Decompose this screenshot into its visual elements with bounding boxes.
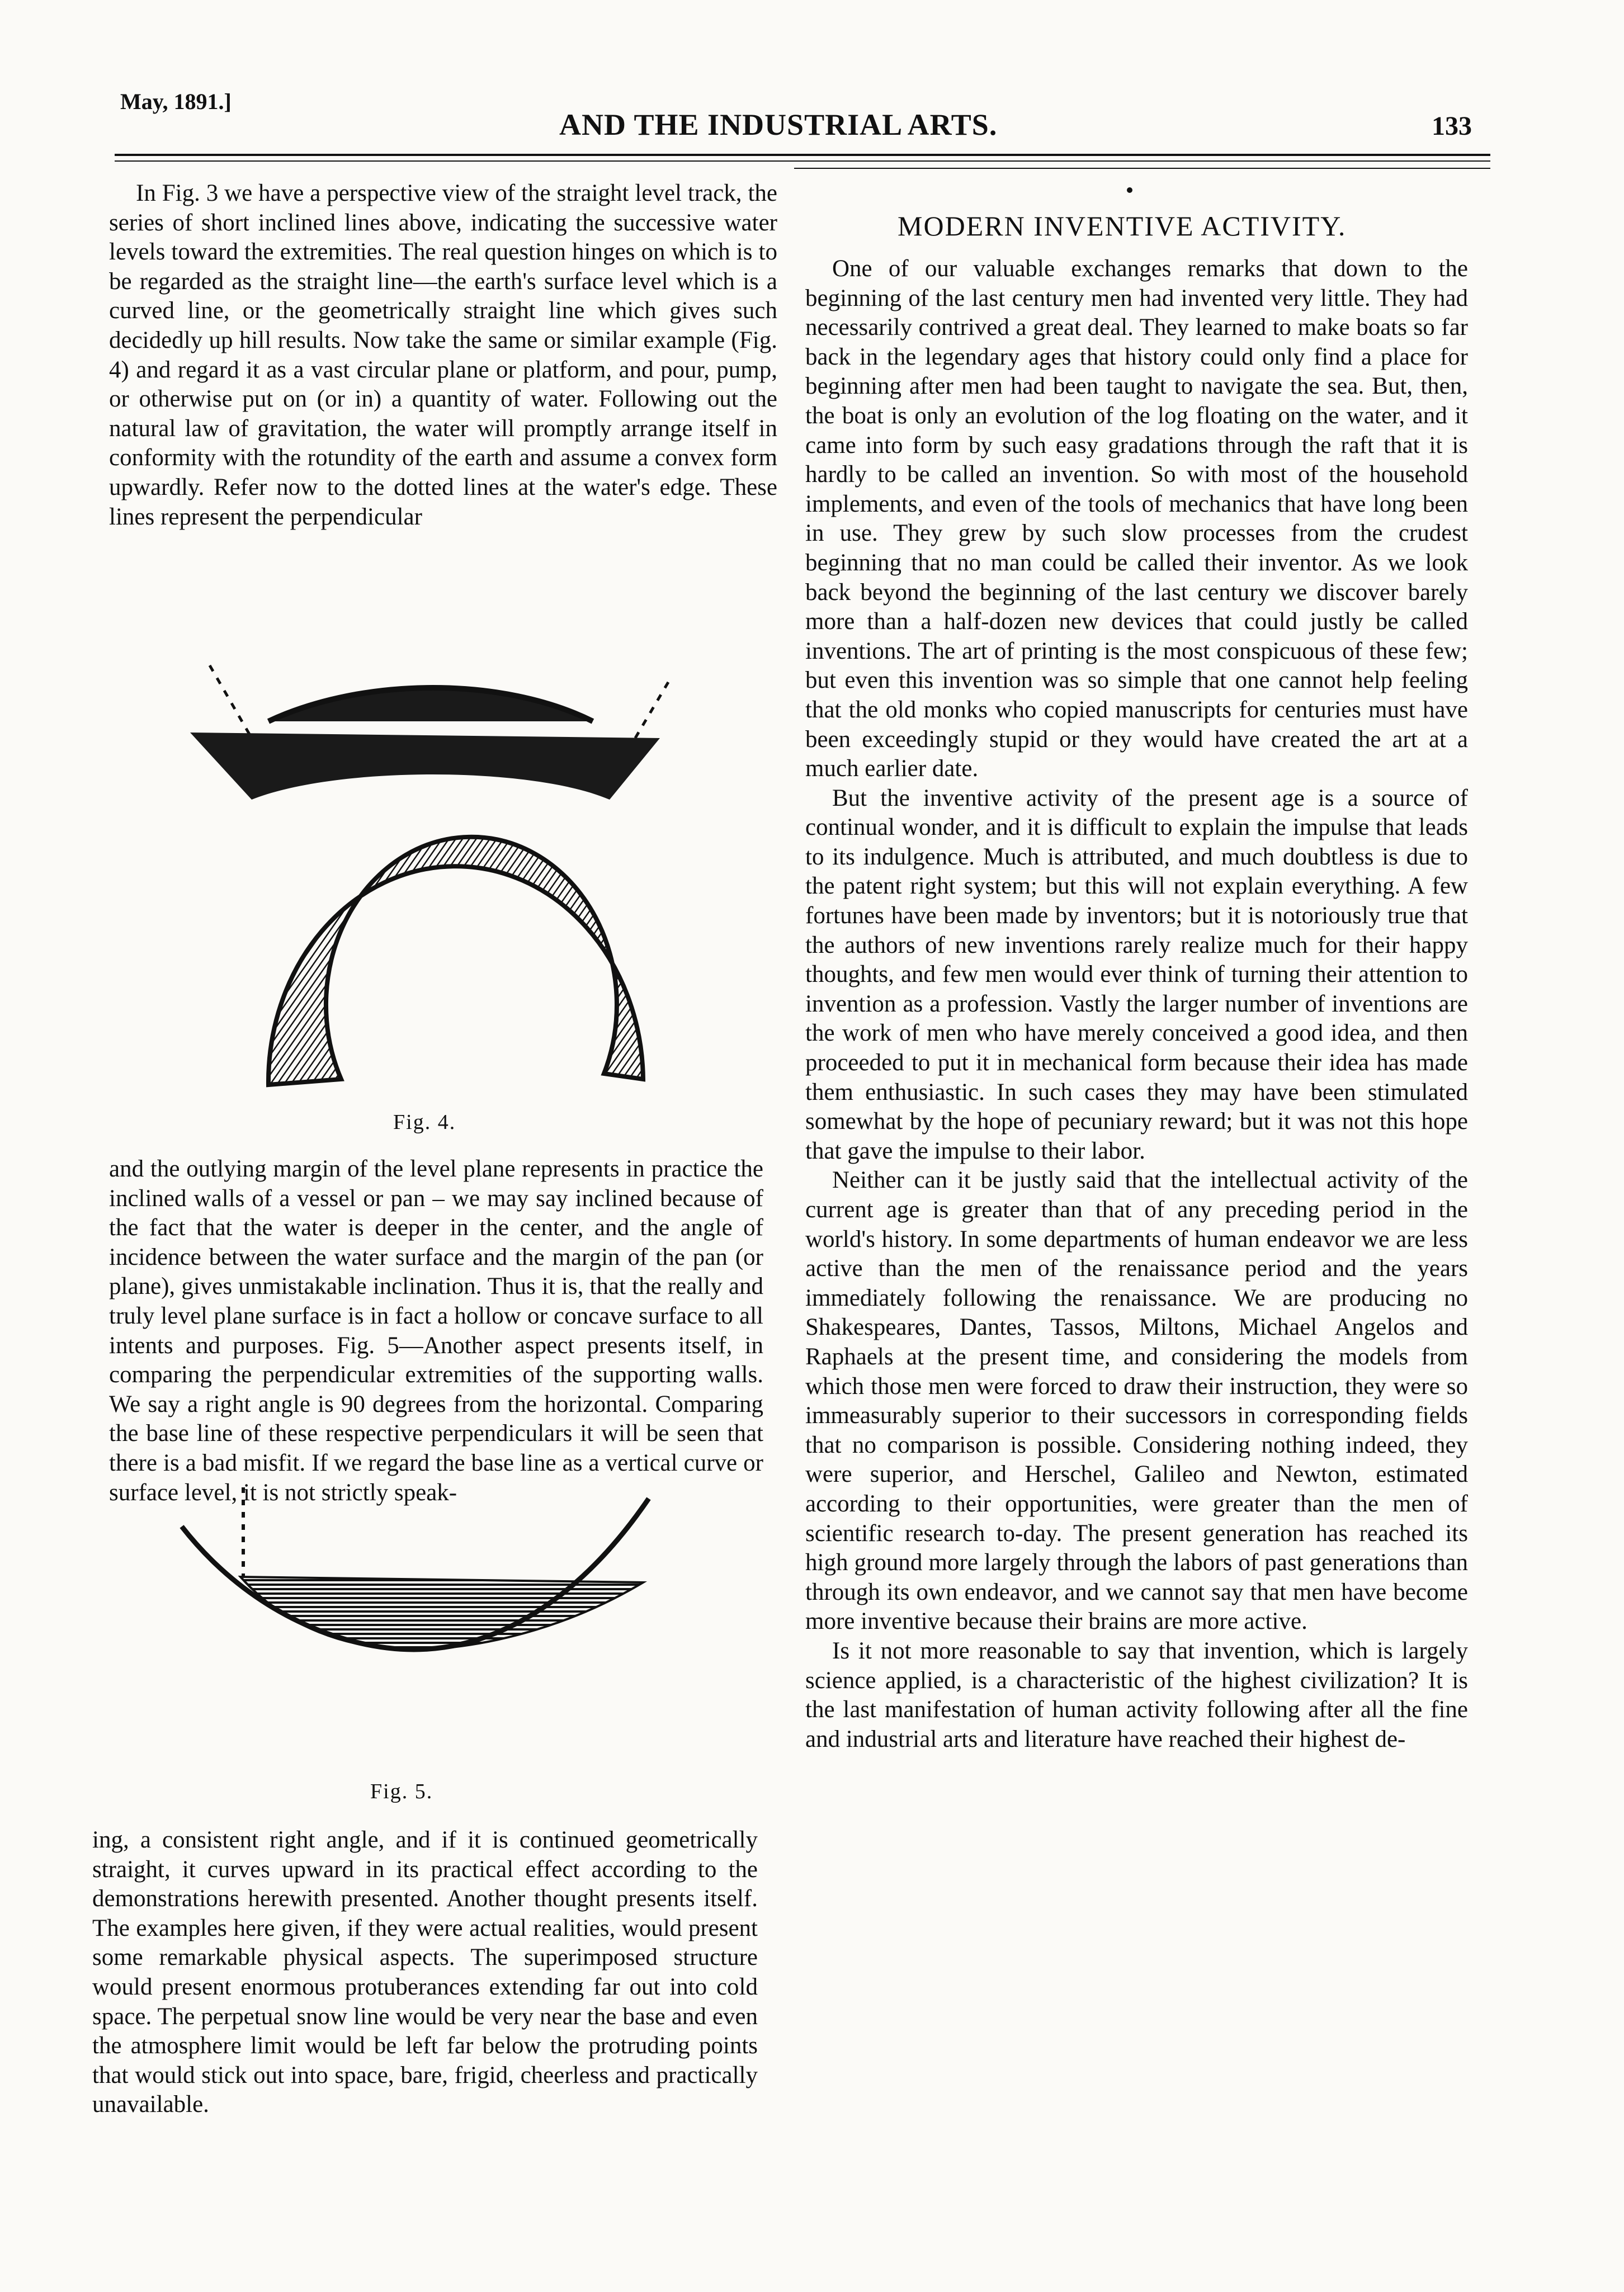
paragraph-margin: and the outlying margin of the level plane represents in practice the inclined walls of a vessel or pan – we may say inclined because of the fact that the water is deeper in the center, and the angle of incidence between the water surface and the margin of the pan (or plane), gives unmistakable inclination. Thus it is, that the really and truly level plane surface is in fact a hollow or concave surface to all intents and purposes. Fig. 5—Another aspect presents itself, in comparing the perpendicular extremities of the supporting walls. We say a right angle is 90 degrees from the horizontal. Comparing the base line of these respective perpendiculars it will be seen that there is a bad misfit. If we regard the base line as a vertical curve or surface level, it is not strictly speak- (109, 1156, 763, 1506)
water-dome (268, 688, 593, 721)
fig4-illustration (168, 654, 688, 1113)
fig5-caption: Fig. 5. (370, 1780, 433, 1803)
ornament-dot (1127, 187, 1132, 193)
paragraph-fig3: In Fig. 3 we have a perspective view of the straight level track, the series of short inclined lines above, indicating the successive water levels toward the extremities. The real question hinges on which is to be regarded as the straight line—the earth's surface level which is a curved line, or the geometrically straight line which gives such decidedly up hill results. Now take the same or similar example (Fig. 4) and regard it as a vast circular plane or platform, and pour, pump, or otherwise put on (or in) a quantity of water. Following out the natural law of gravitation, the water will promptly arrange itself in conformity with the rotundity of the earth and assume a convex form upwardly. Refer now to the dotted lines at the water's edge. These lines represent the perpendicular (109, 180, 777, 530)
paragraph-2: But the inventive activity of the present age is a source of continual wonder, and it is difficult to explain the impulse that leads to its indulgence. Much is attributed, and much doubtless is due to the patent right system; but this will not explain everything. A few fortunes have been made by inventors; but it is notoriously true that the authors of new inventions rarely realize much for their happy thoughts, and few men would ever think of turning their attention to invention as a profession. Vastly the larger number of inventions are the work of men who have merely conceived a good idea, and then proceeded to put it in mechanical form because their idea has made them enthusiastic. In such cases they may have been stimulated somewhat by the hope of pecuniary reward; but it was not this hope that gave the impulse to their labor. (805, 785, 1468, 1164)
fig4-caption: Fig. 4. (393, 1110, 456, 1134)
article-title: MODERN INVENTIVE ACTIVITY. (898, 210, 1347, 242)
water-wedge (190, 733, 660, 800)
water-lens (240, 1577, 643, 1650)
paragraph-3: Neither can it be justly said that the intellectual activity of the current age is greater than that of any preceding period in the world's history. In some departments of human endeavor we are less active than the men of the renaissance period and the years immediately following the renaissance. We are producing no Shakespeares, Dantes, Tassos, Miltons, Michael Angelos and Raphaels at the present time, and considering the models from which those men were forced to draw their instruction, they were so immeasurably superior to their successors in corresponding fields that no comparison is possible. Considering nothing indeed, they were superior, and Herschel, Galileo and Newton, estimated according to their opportunities, were greater than the men of scientific research to-day. The present generation has reached its high ground more largely through the labors of past generations than through its own endeavor, and we cannot say that men have become more inventive because their brains are more active. (805, 1167, 1468, 1635)
paragraph-4: Is it not more reasonable to say that invention, which is largely science applied, is a characteristic of the highest civilization? It is the last manifestation of human activity following after all the fine and industrial arts and literature have reached their highest de- (805, 1637, 1468, 1752)
page-number: 133 (1432, 111, 1472, 141)
header-rule-thin (115, 160, 1490, 162)
dotted-line-right (632, 682, 668, 744)
dotted-line-left (210, 665, 252, 738)
column-head-rule (794, 168, 1490, 169)
globe-ring (268, 837, 643, 1085)
issue-date: May, 1891.] (120, 89, 232, 114)
fig5-illustration (168, 1448, 671, 1773)
running-title: AND THE INDUSTRIAL ARTS. (559, 108, 998, 141)
header-rule-thick (115, 154, 1490, 156)
left-column-text-top (109, 179, 777, 532)
paragraph-aspects: ing, a consistent right angle, and if it is continued geometrically straight, it curves upward in its practical effect according to the demonstrations herewith presented. Another thought presents itself. The examples here given, if they were actual realities, would present some remarkable physical aspects. The superimposed structure would present enormous protuberances extending far out into cold space. The perpetual snow line would be very near the base and even the atmosphere limit would be left far below the protruding points that would stick out into space, bare, frigid, cheerless and practically unavailable. (92, 1827, 758, 2118)
paragraph-1: One of our valuable exchanges remarks that down to the beginning of the last century men had invented very little. They had necessarily contrived a great deal. They learned to make boats so far back in the legendary ages that history could only find a place for beginning after men had been taught to navigate the sea. But, then, the boat is only an evolution of the log floating on the water, and it came into form by such easy gradations through the raft that it is hardly to be called an invention. So with most of the household implements, and even of the tools of mechanics that have long been in use. They grew by such slow processes from the crudest beginning that no man could be called their inventor. As we look back beyond the beginning of the last century we discover barely more than a half-dozen new devices that could justly be called inventions. The art of printing is the most conspicuous of these few; but even this invention was so simple that one cannot help feeling that the old monks who copied manuscripts for centuries must have been exceedingly stupid or they would have created the art at a much earlier date. (805, 256, 1468, 782)
right-column-text (805, 254, 1468, 1754)
left-column-text-bottom (92, 1826, 758, 2120)
